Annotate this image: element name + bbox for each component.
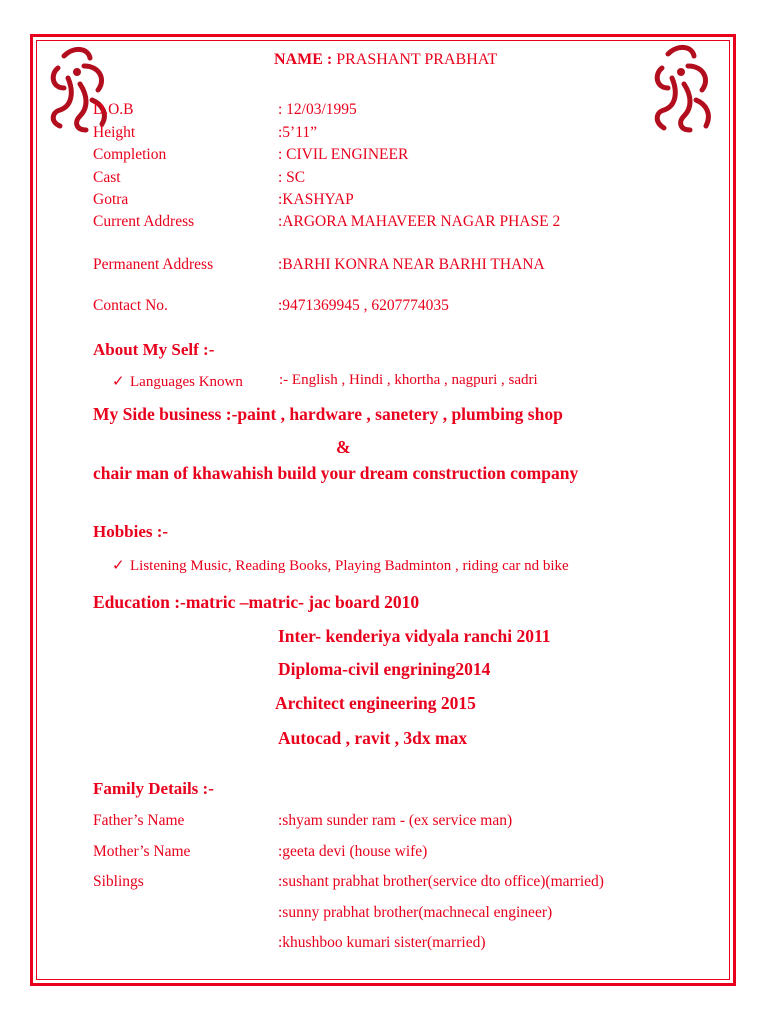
sibling-2-value: :sunny prabhat brother(machnecal engineer): [278, 904, 553, 921]
ganesha-left-icon: [44, 44, 116, 134]
checkmark-icon: ✓: [112, 558, 125, 574]
height-label: Height: [93, 124, 136, 141]
completion-label: Completion: [93, 146, 167, 163]
business-line-2: chair man of khawahish build your dream construction company: [93, 463, 579, 483]
current-address-value: :ARGORA MAHAVEER NAGAR PHASE 2: [278, 213, 561, 230]
contact-value: :9471369945 , 6207774035: [278, 297, 449, 314]
dob-value: : 12/03/1995: [278, 101, 357, 118]
siblings-label: Siblings: [93, 873, 144, 890]
education-line-4: Architect engineering 2015: [275, 693, 476, 713]
languages-label: Languages Known: [130, 374, 243, 390]
mother-value: :geeta devi (house wife): [278, 843, 428, 860]
education-line-1: Education :-matric –matric- jac board 2010: [93, 592, 420, 612]
education-line-5: Autocad , ravit , 3dx max: [278, 728, 468, 748]
hobbies-text: Listening Music, Reading Books, Playing Badminton , riding car nd bike: [130, 558, 569, 574]
education-line-3: Diploma-civil engrining2014: [278, 659, 491, 679]
current-address-label: Current Address: [93, 213, 195, 230]
education-line-2: Inter- kenderiya vidyala ranchi 2011: [278, 626, 551, 646]
mother-label: Mother’s Name: [93, 843, 191, 860]
name-value: PRASHANT PRABHAT: [336, 51, 498, 68]
sibling-3-value: :khushboo kumari sister(married): [278, 934, 486, 951]
checkmark-icon: ✓: [112, 374, 125, 390]
languages-item: [112, 372, 243, 391]
family-heading: Family Details :-: [93, 779, 214, 798]
name-label: NAME :: [274, 51, 333, 68]
hobbies-item: [112, 556, 569, 575]
ganesha-right-icon: [646, 42, 720, 136]
cast-value: : SC: [278, 169, 306, 186]
languages-value: :- English , Hindi , khortha , nagpuri , sadri: [279, 372, 538, 388]
permanent-address-value: :BARHI KONRA NEAR BARHI THANA: [278, 256, 545, 273]
business-ampersand: &: [336, 437, 351, 457]
page-border-inner: [36, 40, 730, 980]
business-line-1: My Side business :-paint , hardware , sanetery , plumbing shop: [93, 404, 563, 424]
gotra-label: Gotra: [93, 191, 129, 208]
height-value: :5’11”: [278, 124, 318, 141]
permanent-address-label: Permanent Address: [93, 256, 214, 273]
father-label: Father’s Name: [93, 812, 185, 829]
gotra-value: :KASHYAP: [278, 191, 354, 208]
hobbies-heading: Hobbies :-: [93, 522, 169, 541]
father-value: :shyam sunder ram - (ex service man): [278, 812, 513, 829]
name-line: [274, 51, 497, 69]
sibling-1-value: :sushant prabhat brother(service dto office)(married): [278, 873, 604, 890]
cast-label: Cast: [93, 169, 121, 186]
completion-value: : CIVIL ENGINEER: [278, 146, 409, 163]
about-heading: About My Self :-: [93, 340, 215, 359]
dob-label: D.O.B: [93, 101, 134, 118]
contact-label: Contact No.: [93, 297, 168, 314]
